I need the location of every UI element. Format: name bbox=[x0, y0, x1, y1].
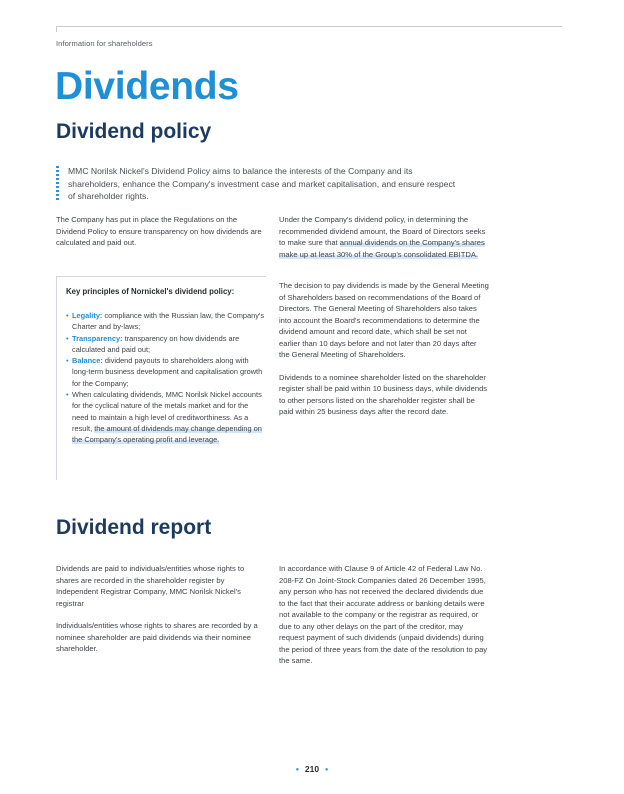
footer-dot-icon: • bbox=[325, 764, 329, 774]
principle-keyword: Transparency: bbox=[72, 333, 123, 343]
principle-highlight: the amount of dividends may change depending on the Company's operating profit and leverage. bbox=[72, 423, 262, 445]
policy-left-column bbox=[56, 214, 262, 260]
policy-intro: MMC Norilsk Nickel's Dividend Policy aims to balance the interests of the Company and its shareholders, enhance the Company's investment case and market capitalisation, and ensure respect of shareholder rights. bbox=[68, 166, 456, 201]
report-left-paragraph-1: Dividends are paid to individuals/entities whose rights to shares are recorded in the shareholder register by Independent Registrar Company, MMC Norilsk Nickel's registrar bbox=[56, 564, 245, 608]
principle-item-transparency bbox=[66, 333, 266, 356]
policy-right-p1-text: Under the Company's dividend policy, in determining the recommended dividend amount, the Board of Directors seeks to make sure that bbox=[279, 215, 486, 247]
report-left-paragraph-2: Individuals/entities whose rights to shares are recorded by a nominee shareholder are paid dividends via their nominee shareholder. bbox=[56, 621, 258, 653]
policy-right-p1-highlight: annual dividends on the Company's shares make up at least 30% of the Group's consolidated EBITDA. bbox=[279, 238, 485, 259]
page-footer bbox=[0, 764, 624, 774]
principle-keyword: Legality: bbox=[72, 311, 103, 320]
policy-right-paragraph-2: The decision to pay dividends is made by the General Meeting of Shareholders based on recommendations of the Board of Directors. The General Meeting of Shareholders also takes into account the Board's recommendations to determine the dividend amount and record date, which shall be set not earlier than 10 days before and not later than 20 days after the General Meeting of Shareholders. bbox=[279, 281, 489, 359]
page-number: 210 bbox=[304, 764, 320, 774]
principles-title: Key principles of Nornickel's dividend policy: bbox=[66, 287, 235, 296]
intro-accent-bar bbox=[56, 166, 59, 202]
policy-right-paragraph-1 bbox=[279, 214, 489, 260]
principles-box bbox=[56, 276, 266, 480]
principles-list bbox=[66, 310, 266, 446]
dividend-report-heading: Dividend report bbox=[56, 516, 212, 539]
report-right-paragraph-1: In accordance with Clause 9 of Article 42 of Federal Law No. 208-FZ On Joint-Stock Companies dated 26 December 1995, any person who has not received the declared dividends due to the fact that their accurate address or banking details were not available to the company or the registrar as required, or due to any other delays on the part of the creditor, may request payment of such dividends (unpaid dividends) during the period of three years from the date of the resolution to pay the same. bbox=[279, 564, 488, 665]
policy-right-column bbox=[279, 214, 489, 429]
footer-dot-icon: • bbox=[295, 764, 299, 774]
principle-item-cyclicality bbox=[66, 389, 266, 445]
dividend-policy-heading: Dividend policy bbox=[56, 120, 212, 143]
principle-text: When calculating dividends, MMC Norilsk Nickel accounts for the cyclical nature of the metals market and for the need to maintain a high level of creditworthiness. As a result, bbox=[72, 390, 262, 433]
section-label[interactable]: Information for shareholders bbox=[56, 39, 153, 48]
principle-keyword: Balance: bbox=[72, 356, 103, 366]
principle-text: compliance with the Russian law, the Company's Charter and by-laws; bbox=[72, 311, 265, 332]
principle-text: dividend payouts to shareholders along with long-term business development and capitalisation growth for the Company; bbox=[72, 356, 263, 388]
header-rule bbox=[56, 26, 562, 27]
page-title: Dividends bbox=[55, 65, 239, 108]
principle-item-legality bbox=[66, 310, 266, 333]
policy-right-paragraph-3: Dividends to a nominee shareholder listed on the shareholder register shall be paid within 10 business days, while dividends to other persons listed on the shareholder register shall be paid within 25 business days after the record date. bbox=[279, 372, 488, 416]
principle-item-balance bbox=[66, 355, 266, 389]
principle-text: transparency on how dividends are calculated and paid out; bbox=[72, 333, 240, 354]
header-rule-tick bbox=[56, 26, 57, 32]
report-right-column bbox=[279, 563, 489, 678]
report-left-column bbox=[56, 563, 266, 666]
policy-left-paragraph: The Company has put in place the Regulations on the Dividend Policy to ensure transparency on how dividends are calculated and paid out. bbox=[56, 215, 262, 247]
